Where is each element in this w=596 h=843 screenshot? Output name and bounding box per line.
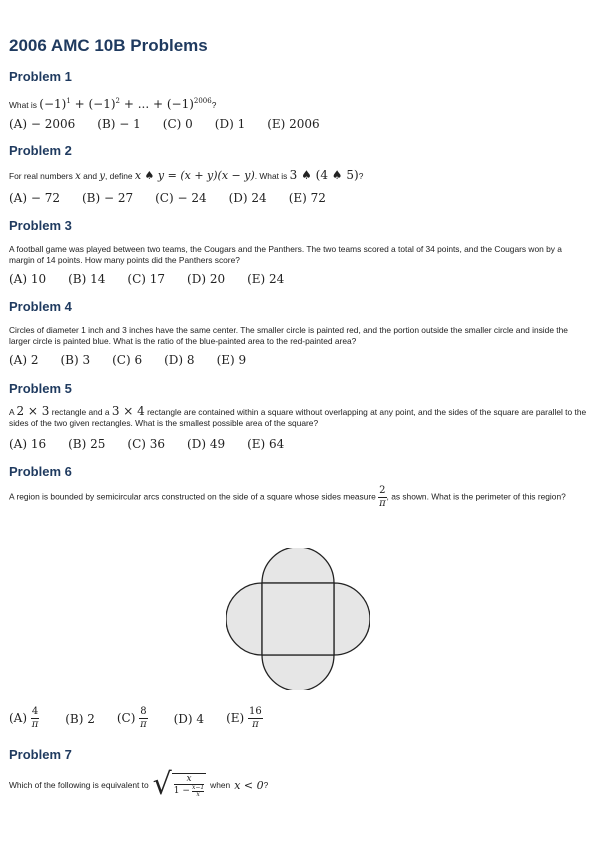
page-title: 2006 AMC 10B Problems — [9, 36, 208, 55]
problem-5-statement: A 2 × 3 rectangle and a 3 × 4 rectangle are contained within a square without overlapping at any point, and the sides of the square are parallel to the sides of the two given rectangles. What is the smallest possible area of the square? — [9, 404, 587, 428]
choice-c: (C) − 24 — [155, 191, 207, 205]
bottom-semicircle — [262, 655, 334, 690]
problem-1-expression: $(-1)^1 + (-1)^2$ + ... + $(-1)^{2006}$ — [39, 97, 212, 111]
problem-2-heading: Problem 2 — [9, 143, 72, 158]
choice-a: (A) − 72 — [9, 191, 60, 205]
condition: x < 0 — [234, 778, 264, 792]
choice-e: (E) $\frac{16}{\pi}$ — [226, 706, 262, 730]
top-semicircle — [262, 548, 334, 583]
semicircle-square-figure — [226, 548, 370, 690]
side-length-fraction: $\frac{2}{\pi}$ — [379, 485, 386, 509]
problem-2-choices — [9, 191, 348, 205]
choice-e: (E) 9 — [216, 353, 247, 367]
choice-b: (B) 2 — [65, 711, 95, 726]
problem-3-statement: A football game was played between two teams, the Cougars and the Panthers. The two teams scored a total of 34 points, and the Cougars won by a margin of 14 points. How many points did the Panthers score? — [9, 244, 562, 265]
choice-d: (D) 24 — [228, 191, 267, 205]
choice-c: (C) $\frac{8}{\pi}$ — [116, 706, 147, 730]
choice-a: (A) 10 — [9, 272, 47, 286]
problem-6-heading: Problem 6 — [9, 464, 72, 479]
problem-1-choices — [9, 117, 342, 131]
problem-5-heading: Problem 5 — [9, 381, 72, 396]
choice-b: (B) − 27 — [81, 191, 134, 205]
problem-7-heading: Problem 7 — [9, 747, 72, 762]
choice-b: (B) − 1 — [97, 117, 141, 131]
problem-6-statement: A region is bounded by semicircular arcs constructed on the side of a square whose sides measure $\frac{2}{\pi}$ , as shown. What is the perimeter of this region? — [9, 485, 566, 509]
choice-c: (C) 0 — [162, 117, 193, 131]
radical-expression: √ x 1 − $\frac{x-1}{x}$ — [152, 767, 205, 802]
problem-3-choices — [9, 272, 306, 286]
problem-4-choices — [9, 353, 268, 367]
choice-e: (E) 72 — [288, 191, 326, 205]
choice-d: (D) 49 — [187, 437, 226, 451]
rectangle-2-dims: 3 × 4 — [111, 404, 145, 418]
choice-b: (B) 3 — [60, 353, 91, 367]
choice-c: (C) 17 — [127, 272, 166, 286]
choice-e: (E) 2006 — [267, 117, 320, 131]
problem-5-choices — [9, 437, 306, 451]
choice-b: (B) 25 — [68, 437, 106, 451]
problem-1-lead: What is — [9, 100, 37, 110]
problem-4-statement: Circles of diameter 1 inch and 3 inches have the same center. The smaller circle is painted red, and the portion outside the smaller circle and inside the larger circle is painted blue. What is the ratio of the blue-painted area to the red-painted area? — [9, 325, 568, 346]
left-semicircle — [226, 583, 262, 655]
problem-1-heading: Problem 1 — [9, 69, 72, 84]
choice-b: (B) 14 — [68, 272, 106, 286]
choice-c: (C) 36 — [127, 437, 166, 451]
choice-c: (C) 6 — [112, 353, 143, 367]
problem-2-definition: x ♠ y = (x + y)(x − y) — [134, 169, 255, 182]
choice-e: (E) 24 — [247, 272, 285, 286]
choice-a: (A) − 2006 — [9, 117, 76, 131]
problem-2-question-expression: 3 ♠ (4 ♠ 5) — [289, 168, 359, 182]
choice-a: (A) 16 — [9, 437, 47, 451]
problem-2-statement: For real numbers x and y, define x ♠ y = (x + y)(x − y). What is 3 ♠ (4 ♠ 5)? — [9, 168, 364, 182]
problem-6-choices — [9, 707, 285, 730]
choice-d: (D) 20 — [187, 272, 226, 286]
center-square — [262, 583, 334, 655]
choice-d: (D) 1 — [214, 117, 246, 131]
problem-4-heading: Problem 4 — [9, 299, 72, 314]
problem-1-statement: What is $(-1)^1 + (-1)^2$ + ... + $(-1)^{2006}$? — [9, 97, 217, 111]
choice-d: (D) 8 — [164, 353, 195, 367]
problem-7-statement: Which of the following is equivalent to √ x 1 − $\frac{x-1}{x}$ when x < 0 ? — [9, 767, 269, 802]
choice-a: (A) $\frac{4}{\pi}$ — [9, 706, 39, 730]
problem-3-heading: Problem 3 — [9, 218, 72, 233]
choice-a: (A) 2 — [9, 353, 39, 367]
choice-d: (D) 4 — [173, 711, 205, 726]
rectangle-1-dims: 2 × 3 — [16, 404, 50, 418]
choice-e: (E) 64 — [247, 437, 285, 451]
right-semicircle — [334, 583, 370, 655]
